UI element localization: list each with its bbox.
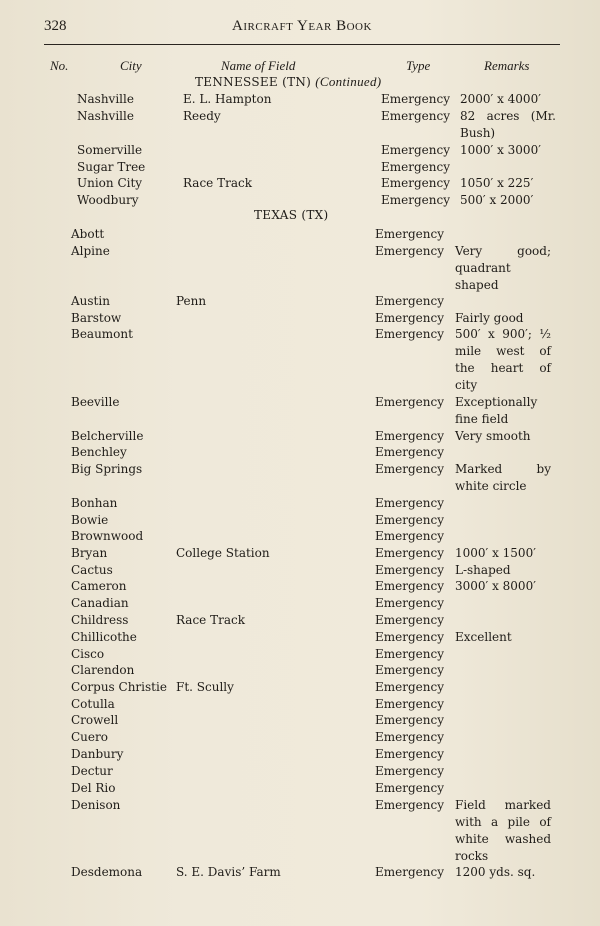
- type-cell: Emergency: [375, 680, 444, 694]
- city-cell: Cuero: [71, 730, 108, 744]
- city-cell: Del Rio: [71, 781, 116, 795]
- type-cell: Emergency: [375, 613, 444, 627]
- type-cell: Emergency: [381, 160, 450, 174]
- city-cell: Cameron: [71, 579, 127, 593]
- remarks-cell: 500′ x 900′; ½ mile west of the heart of city: [455, 327, 551, 392]
- city-cell: Union City: [77, 176, 143, 190]
- city-cell: Woodbury: [77, 193, 139, 207]
- type-cell: Emergency: [375, 529, 444, 543]
- running-title: Aircraft Year Book: [232, 18, 372, 34]
- remarks-cell: Very good; quadrant shaped: [455, 244, 551, 292]
- remarks-cell: 3000′ x 8000′: [455, 579, 536, 593]
- type-cell: Emergency: [375, 227, 444, 241]
- type-cell: Emergency: [381, 143, 450, 157]
- type-cell: Emergency: [375, 496, 444, 510]
- type-cell: Emergency: [375, 798, 444, 812]
- type-cell: Emergency: [375, 445, 444, 459]
- field-name-cell: Race Track: [176, 613, 245, 627]
- type-cell: Emergency: [375, 747, 444, 761]
- type-cell: Emergency: [375, 563, 444, 577]
- remarks-cell: Exceptionally fine field: [455, 395, 538, 426]
- type-cell: Emergency: [375, 294, 444, 308]
- city-cell: Sugar Tree: [77, 160, 146, 174]
- type-cell: Emergency: [381, 109, 450, 123]
- city-cell: Abott: [71, 227, 105, 241]
- city-cell: Bowie: [71, 513, 109, 527]
- type-cell: Emergency: [375, 513, 444, 527]
- type-cell: Emergency: [375, 697, 444, 711]
- type-cell: Emergency: [375, 647, 444, 661]
- remarks-cell: 2000′ x 4000′: [460, 92, 541, 106]
- city-cell: Clarendon: [71, 663, 135, 677]
- field-name-cell: S. E. Davis’ Farm: [176, 865, 281, 879]
- type-cell: Emergency: [375, 429, 444, 443]
- city-cell: Benchley: [71, 445, 127, 459]
- remarks-cell: Marked by white circle: [455, 462, 551, 493]
- city-cell: Alpine: [71, 244, 110, 258]
- section-heading-texas: [254, 208, 329, 222]
- section-heading-tennessee: [195, 74, 381, 90]
- type-cell: Emergency: [375, 311, 444, 325]
- column-header-city: City: [120, 58, 142, 73]
- city-cell: Bryan: [71, 546, 108, 560]
- city-cell: Belcherville: [71, 429, 144, 443]
- type-cell: Emergency: [375, 546, 444, 560]
- city-cell: Big Springs: [71, 462, 143, 476]
- field-name-cell: Reedy: [183, 109, 221, 123]
- field-name-cell: Ft. Scully: [176, 680, 234, 694]
- page-header: [44, 18, 560, 40]
- type-cell: Emergency: [375, 713, 444, 727]
- type-cell: Emergency: [375, 764, 444, 778]
- remarks-cell: 500′ x 2000′: [460, 193, 534, 207]
- city-cell: Danbury: [71, 747, 124, 761]
- header-rule: [44, 44, 560, 45]
- city-cell: Chillicothe: [71, 630, 137, 644]
- remarks-cell: Very smooth: [455, 429, 531, 443]
- field-name-cell: Penn: [176, 294, 207, 308]
- type-cell: Emergency: [375, 462, 444, 476]
- section-name: TENNESSEE (TN): [195, 75, 312, 89]
- type-cell: Emergency: [375, 395, 444, 409]
- city-cell: Canadian: [71, 596, 129, 610]
- type-cell: Emergency: [381, 92, 450, 106]
- city-cell: Barstow: [71, 311, 122, 325]
- section-name: TEXAS (TX): [254, 208, 329, 222]
- page-number: 328: [44, 18, 67, 34]
- type-cell: Emergency: [375, 579, 444, 593]
- city-cell: Nashville: [77, 92, 134, 106]
- remarks-cell: Fairly good: [455, 311, 524, 325]
- city-cell: Bonhan: [71, 496, 118, 510]
- city-cell: Austin: [71, 294, 110, 308]
- city-cell: Cotulla: [71, 697, 115, 711]
- city-cell: Beeville: [71, 395, 120, 409]
- city-cell: Dectur: [71, 764, 113, 778]
- city-cell: Crowell: [71, 713, 119, 727]
- type-cell: Emergency: [375, 596, 444, 610]
- type-cell: Emergency: [381, 193, 450, 207]
- city-cell: Beaumont: [71, 327, 133, 341]
- remarks-cell: 1200 yds. sq.: [455, 865, 536, 879]
- city-cell: Corpus Christie: [71, 680, 167, 694]
- type-cell: Emergency: [381, 176, 450, 190]
- city-cell: Brownwood: [71, 529, 144, 543]
- type-cell: Emergency: [375, 865, 444, 879]
- city-cell: Desdemona: [71, 865, 143, 879]
- column-header-field: Name of Field: [221, 58, 296, 73]
- city-cell: Somerville: [77, 143, 143, 157]
- remarks-cell: 1000′ x 1500′: [455, 546, 536, 560]
- field-name-cell: E. L. Hampton: [183, 92, 272, 106]
- section-note: (Continued): [315, 74, 382, 89]
- column-header-type: Type: [406, 58, 431, 73]
- type-cell: Emergency: [375, 781, 444, 795]
- remarks-cell: L-shaped: [455, 563, 511, 577]
- type-cell: Emergency: [375, 663, 444, 677]
- type-cell: Emergency: [375, 327, 444, 341]
- remarks-cell: Excellent: [455, 630, 512, 644]
- type-cell: Emergency: [375, 730, 444, 744]
- type-cell: Emergency: [375, 244, 444, 258]
- city-cell: Childress: [71, 613, 129, 627]
- remarks-cell: 1000′ x 3000′: [460, 143, 541, 157]
- city-cell: Cisco: [71, 647, 105, 661]
- city-cell: Nashville: [77, 109, 134, 123]
- remarks-cell: Field marked with a pile of white washed rocks: [455, 798, 551, 863]
- column-header-no: No.: [50, 58, 69, 73]
- city-cell: Cactus: [71, 563, 113, 577]
- remarks-cell: 82 acres (Mr. Bush): [460, 109, 556, 140]
- remarks-cell: 1050′ x 225′: [460, 176, 534, 190]
- field-name-cell: College Station: [176, 546, 270, 560]
- city-cell: Denison: [71, 798, 121, 812]
- field-name-cell: Race Track: [183, 176, 252, 190]
- column-header-remarks: Remarks: [484, 58, 530, 73]
- type-cell: Emergency: [375, 630, 444, 644]
